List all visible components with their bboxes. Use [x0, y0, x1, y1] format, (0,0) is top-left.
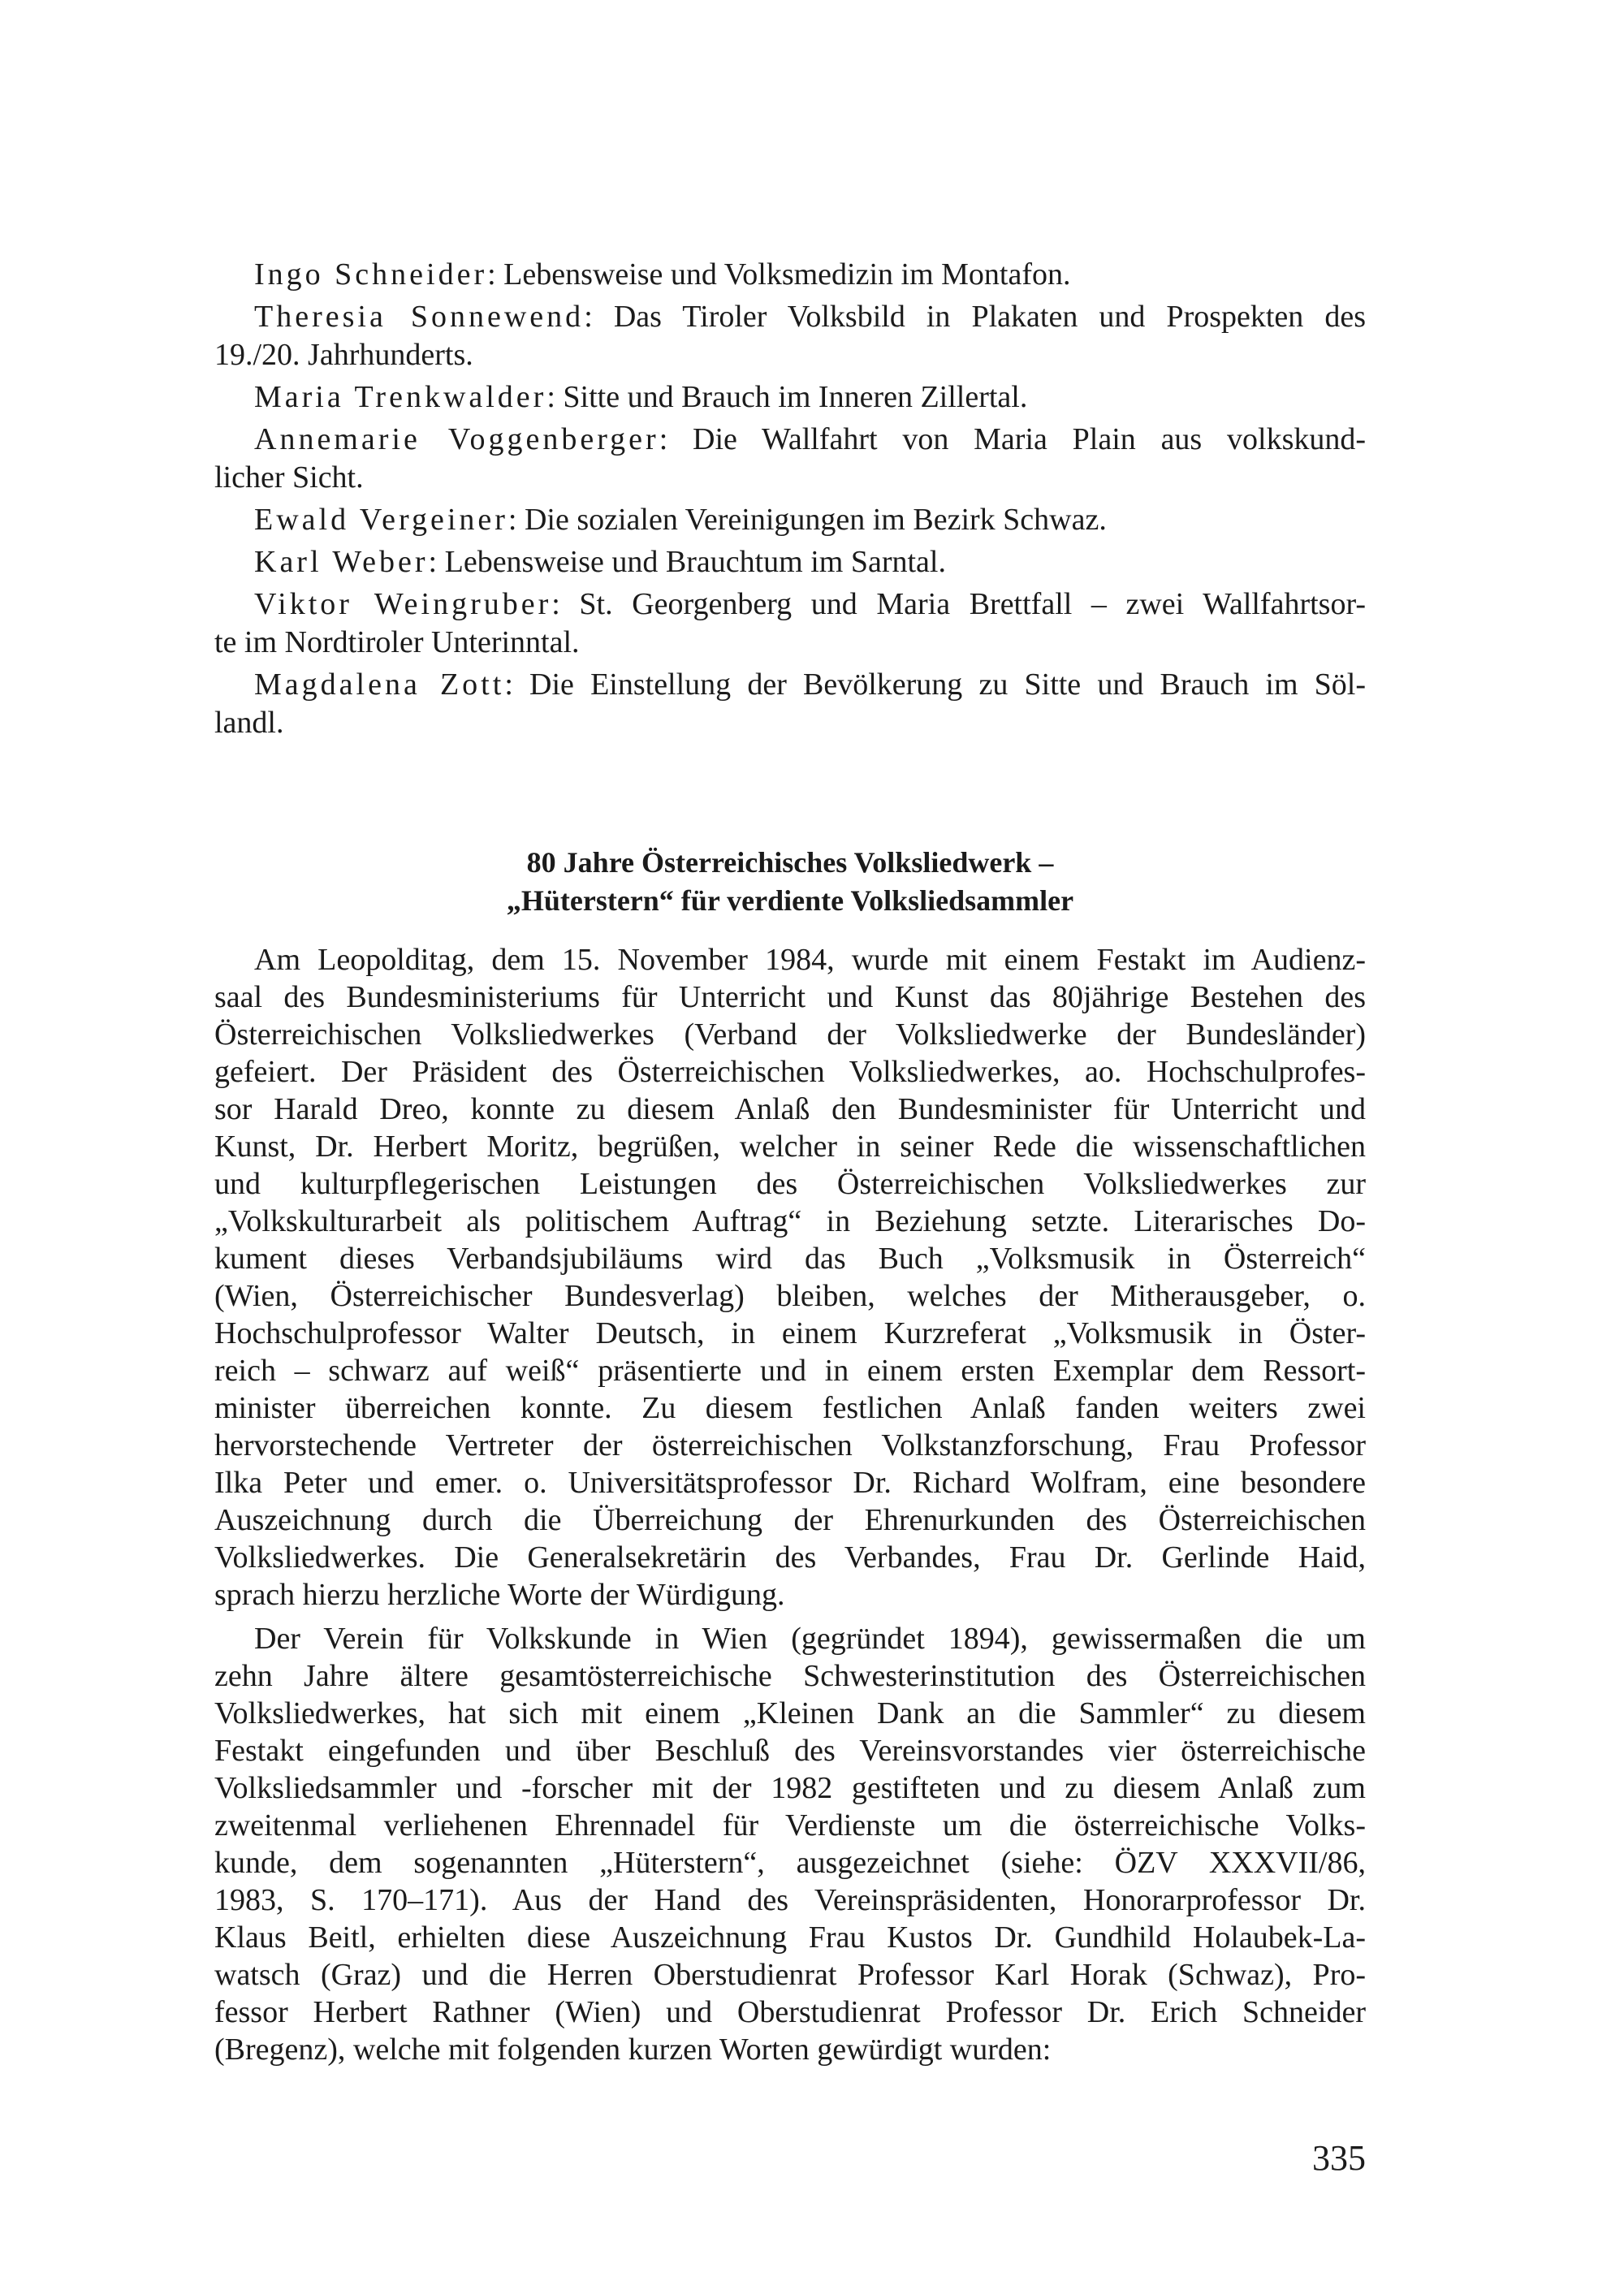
list-item-line: Theresia Sonnewend: Das Tiroler Volksbild in Plakaten und Prospekten des [254, 300, 1367, 334]
heading-line: „Hüterstern“ für verdiente Volksliedsammler [506, 884, 1074, 917]
paragraph-line: sprach hierzu herzliche Worte der Würdigung. [214, 1578, 785, 1612]
paragraph-line: Festakt eingefunden und über Beschluß des Vereinsvorstandes vier österreichische [214, 1734, 1366, 1768]
author-name: Karl Weber [254, 545, 429, 579]
author-name: Ingo Schneider [254, 257, 488, 292]
thesis-title: Die Wallfahrt von Maria Plain aus volkskund- [693, 422, 1367, 456]
paragraph-line: reich – schwarz auf weiß“ präsentierte und in einem ersten Exemplar dem Ressort- [214, 1354, 1366, 1388]
paragraph-line: Volksliedwerkes. Die Generalsekretärin des Verbandes, Frau Dr. Gerlinde Haid, [214, 1540, 1366, 1575]
paragraph-line: (Wien, Österreichischer Bundesverlag) bleiben, welches der Mitherausgeber, o. [214, 1279, 1366, 1313]
thesis-title: Die sozialen Vereinigungen im Bezirk Schwaz. [524, 503, 1107, 537]
author-name: Annemarie Voggenberger [254, 422, 659, 456]
paragraph-line: zweitenmal verliehenen Ehrennadel für Verdienste um die österreichische Volks- [214, 1808, 1366, 1843]
thesis-title: Lebensweise und Brauchtum im Sarntal. [444, 545, 946, 579]
paragraph-line: Am Leopolditag, dem 15. November 1984, wurde mit einem Festakt im Audienz- [254, 943, 1366, 977]
paragraph-line: fessor Herbert Rathner (Wien) und Oberstudienrat Professor Dr. Erich Schneider [214, 1995, 1366, 2029]
page-number: 335 [1312, 2138, 1366, 2178]
thesis-title: Das Tiroler Volksbild in Plakaten und Prospekten des [613, 300, 1367, 334]
paragraph-line: Klaus Beitl, erhielten diese Auszeichnung Frau Kustos Dr. Gundhild Holaubek-La- [214, 1920, 1366, 1955]
list-item-line: Ewald Vergeiner: Die sozialen Vereinigungen im Bezirk Schwaz. [254, 503, 1107, 537]
list-item [214, 421, 1366, 497]
thesis-title: Die Einstellung der Bevölkerung zu Sitte und Brauch im Söl- [529, 667, 1367, 702]
paragraph-line: kunde, dem sogenannten „Hüterstern“, ausgezeichnet (siehe: ÖZV XXXVII/86, [214, 1846, 1366, 1880]
paragraph-line: minister überreichen konnte. Zu diesem festlichen Anlaß fanden weiters zwei [214, 1391, 1366, 1425]
list-item-line: Maria Trenkwalder: Sitte und Brauch im Inneren Zillertal. [254, 380, 1028, 414]
paragraph-line: hervorstechende Vertreter der österreichischen Volkstanzforschung, Frau Professor [214, 1428, 1366, 1462]
paragraph-line: Österreichischen Volksliedwerkes (Verband der Volksliedwerke der Bundesländer) [214, 1017, 1366, 1052]
author-name: Theresia Sonnewend [254, 300, 585, 334]
paragraph-line: gefeiert. Der Präsident des Österreichischen Volksliedwerkes, ao. Hochschulprofes- [214, 1055, 1366, 1089]
paragraph-line: 1983, S. 170–171). Aus der Hand des Vereinspräsidenten, Honorarprofessor Dr. [214, 1883, 1366, 1917]
paragraph-line: Hochschulprofessor Walter Deutsch, in einem Kurzreferat „Volksmusik in Öster- [214, 1316, 1366, 1350]
list-item-line: 19./20. Jahrhunderts. [214, 338, 473, 372]
list-item [214, 585, 1366, 662]
list-item [214, 256, 1366, 294]
author-name: Maria Trenkwalder [254, 380, 547, 414]
paragraph-line: „Volkskulturarbeit als politischem Auftrag“ in Beziehung setzte. Literarisches Do- [214, 1204, 1366, 1238]
paragraph [214, 941, 1366, 1614]
paragraph-line: kument dieses Verbandsjubiläums wird das Buch „Volksmusik in Österreich“ [214, 1242, 1366, 1276]
list-item [214, 666, 1366, 742]
paragraph-line: und kulturpflegerischen Leistungen des Österreichischen Volksliedwerkes zur [214, 1167, 1366, 1201]
section-heading [214, 844, 1366, 920]
paragraph-line: Volksliedsammler und -forscher mit der 1982 gestifteten und zu diesem Anlaß zum [214, 1771, 1366, 1805]
paragraph-line: Der Verein für Volkskunde in Wien (gegründet 1894), gewissermaßen die um [254, 1622, 1366, 1656]
paragraph-line: Ilka Peter und emer. o. Universitätsprofessor Dr. Richard Wolfram, eine besondere [214, 1466, 1366, 1500]
list-item-line: Karl Weber: Lebensweise und Brauchtum im Sarntal. [254, 545, 946, 579]
paragraph-line: zehn Jahre ältere gesamtösterreichische Schwesterinstitution des Österreichischen [214, 1659, 1366, 1693]
list-item-line: Ingo Schneider: Lebensweise und Volksmedizin im Montafon. [254, 257, 1071, 292]
list-item-line: licher Sicht. [214, 460, 364, 495]
list-item-line: Magdalena Zott: Die Einstellung der Bevölkerung zu Sitte und Brauch im Söl- [254, 667, 1367, 702]
paragraph-line: Kunst, Dr. Herbert Moritz, begrüßen, welcher in seiner Rede die wissenschaftlichen [214, 1130, 1366, 1164]
thesis-list [214, 256, 1366, 746]
list-item-line: Annemarie Voggenberger: Die Wallfahrt von Maria Plain aus volkskund- [254, 422, 1367, 456]
author-name: Magdalena Zott [254, 667, 505, 702]
thesis-title: St. Georgenberg und Maria Brettfall – zwei Wallfahrtsor- [579, 587, 1367, 621]
list-item [214, 378, 1366, 417]
list-item [214, 501, 1366, 539]
list-item-line: te im Nordtiroler Unterinntal. [214, 625, 580, 659]
paragraph-line: (Bregenz), welche mit folgenden kurzen Worten gewürdigt wurden: [214, 2033, 1052, 2067]
author-name: Viktor Weingruber [254, 587, 552, 621]
list-item [214, 543, 1366, 581]
list-item-line: landl. [214, 706, 284, 740]
paragraph-line: Auszeichnung durch die Überreichung der Ehrenurkunden des Österreichischen [214, 1503, 1366, 1537]
author-name: Ewald Vergeiner [254, 503, 508, 537]
paragraph-line: watsch (Graz) und die Herren Oberstudienrat Professor Karl Horak (Schwaz), Pro- [214, 1958, 1366, 1992]
paragraph-line: Volksliedwerkes, hat sich mit einem „Kleinen Dank an die Sammler“ zu diesem [214, 1696, 1366, 1730]
paragraph [214, 1620, 1366, 2068]
thesis-title: Lebensweise und Volksmedizin im Montafon. [503, 257, 1071, 292]
list-item-line: Viktor Weingruber: St. Georgenberg und Maria Brettfall – zwei Wallfahrtsor- [254, 587, 1367, 621]
heading-line: 80 Jahre Österreichisches Volksliedwerk – [526, 846, 1054, 879]
thesis-title: Sitte und Brauch im Inneren Zillertal. [563, 380, 1028, 414]
list-item [214, 298, 1366, 374]
paragraph-line: sor Harald Dreo, konnte zu diesem Anlaß den Bundesminister für Unterricht und [214, 1092, 1366, 1126]
paragraph-line: saal des Bundesministeriums für Unterricht und Kunst das 80jährige Bestehen des [214, 980, 1366, 1014]
